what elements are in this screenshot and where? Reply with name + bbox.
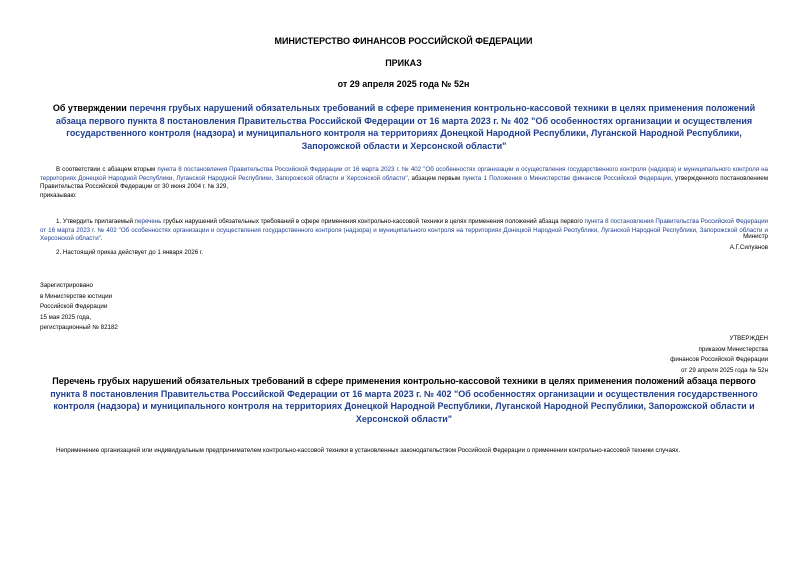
registration-line-5: регистрационный № 82182 [40, 324, 118, 331]
list-item-paragraph: Неприменение организацией или индивидуальным предпринимателем контрольно-кассовой техники в установленных законодательством Российской Федерации о применении контрольно-кассовой техники случаях. [56, 447, 681, 454]
ministry-heading: МИНИСТЕРСТВО ФИНАНСОВ РОССИЙСКОЙ ФЕДЕРАЦИИ [274, 36, 533, 46]
p2-link-list[interactable]: перечень [134, 218, 162, 225]
approval-line-2: приказом Министерства [698, 345, 768, 353]
preamble-paragraph [40, 166, 768, 200]
item-2-paragraph: 2. Настоящий приказ действует до 1 января 2026 г. [56, 249, 204, 256]
list-title-link[interactable]: пункта 8 постановления Правительства Российской Федерации от 16 марта 2023 г. № 402 "Об особенностях организации и осуществления государственного контроля (надзора) и муниципального контроля на территориях Донецкой Народной Республики, Луганской Народной Республики, Запорожской области и Херсонской области" [50, 388, 758, 424]
signatory-position: Министр [743, 233, 768, 240]
registration-line-2: в Министерстве юстиции [40, 292, 113, 300]
approval-line-1: УТВЕРЖДЕН [729, 335, 768, 342]
p1-link-regulation[interactable]: пункта 1 Положения о Министерстве финансов Российской Федерации [462, 174, 672, 182]
approval-line-4: от 29 апреля 2025 года № 52н [681, 366, 768, 374]
approval-line-3: финансов Российской Федерации [670, 356, 768, 363]
list-title [40, 375, 768, 425]
order-date-number: от 29 апреля 2025 года № 52н [337, 79, 470, 89]
approval-block [670, 334, 768, 376]
registration-block [40, 281, 118, 334]
order-title-link[interactable]: перечня грубых нарушений обязательных требований в сфере применения контрольно-кассовой техники в целях применения положений абзаца первого пункта 8 постановления Правительства Российской Федерации от 16 марта 2023 г. № 402 "Об особенностях организации и осуществления государственного контроля (надзора) и муниципального контроля на территориях Донецкой Народной Республики, Луганской Народной Республики, Запорожской области и Херсонской области" [55, 103, 756, 151]
list-title-prefix: Перечень грубых нарушений обязательных требований в сфере применения контрольно-кассовой техники в целях применения положений абзаца первого [52, 376, 756, 386]
registration-line-4: 15 мая 2025 года, [40, 313, 92, 321]
item-1-paragraph [40, 218, 768, 244]
p1-order-word: приказываю: [40, 191, 77, 199]
p1-text-a: В соответствии с абзацем вторым [56, 166, 158, 173]
signature-block [730, 232, 768, 253]
p1-link-resolution[interactable]: пункта 8 постановления Правительства Российской Федерации от 16 марта 2023 г. № 402 "Об особенностях организации и осуществления государственного контроля (надзора) и муниципального контроля на территориях Донецкой Народной Республики, Луганской Народной Республики, Запорожской области и Херсонской области" [40, 166, 768, 182]
signatory-name: А.Г.Силуанов [729, 243, 768, 251]
p2-text-a: 1. Утвердить прилагаемый [56, 218, 135, 225]
p1-text-c: , утвержденного постановлением Правительства Российской Федерации от 30 июня 2004 г. № 329, [40, 174, 768, 191]
p1-text-b: , абзацем первым [407, 174, 463, 182]
p2-link-resolution[interactable]: пункта 8 постановления Правительства Российской Федерации от 16 марта 2023 г. № 402 "Об особенностях организации и осуществления государственного контроля (надзора) и муниципального контроля на территориях Донецкой Народной Республики, Луганской Народной Республики, Запорожской области и Херсонской области" [40, 218, 768, 243]
p2-text-c: . [100, 235, 103, 243]
order-title [40, 102, 768, 152]
registration-line-1: Зарегистрировано [40, 282, 93, 289]
registration-line-3: Российской Федерации [40, 303, 108, 310]
document-type: ПРИКАЗ [385, 58, 422, 68]
order-title-prefix: Об утверждении [52, 103, 130, 113]
p2-text-b: грубых нарушений обязательных требований в сфере применения контрольно-кассовой техники в целях применения положений абзаца первого [161, 218, 585, 225]
